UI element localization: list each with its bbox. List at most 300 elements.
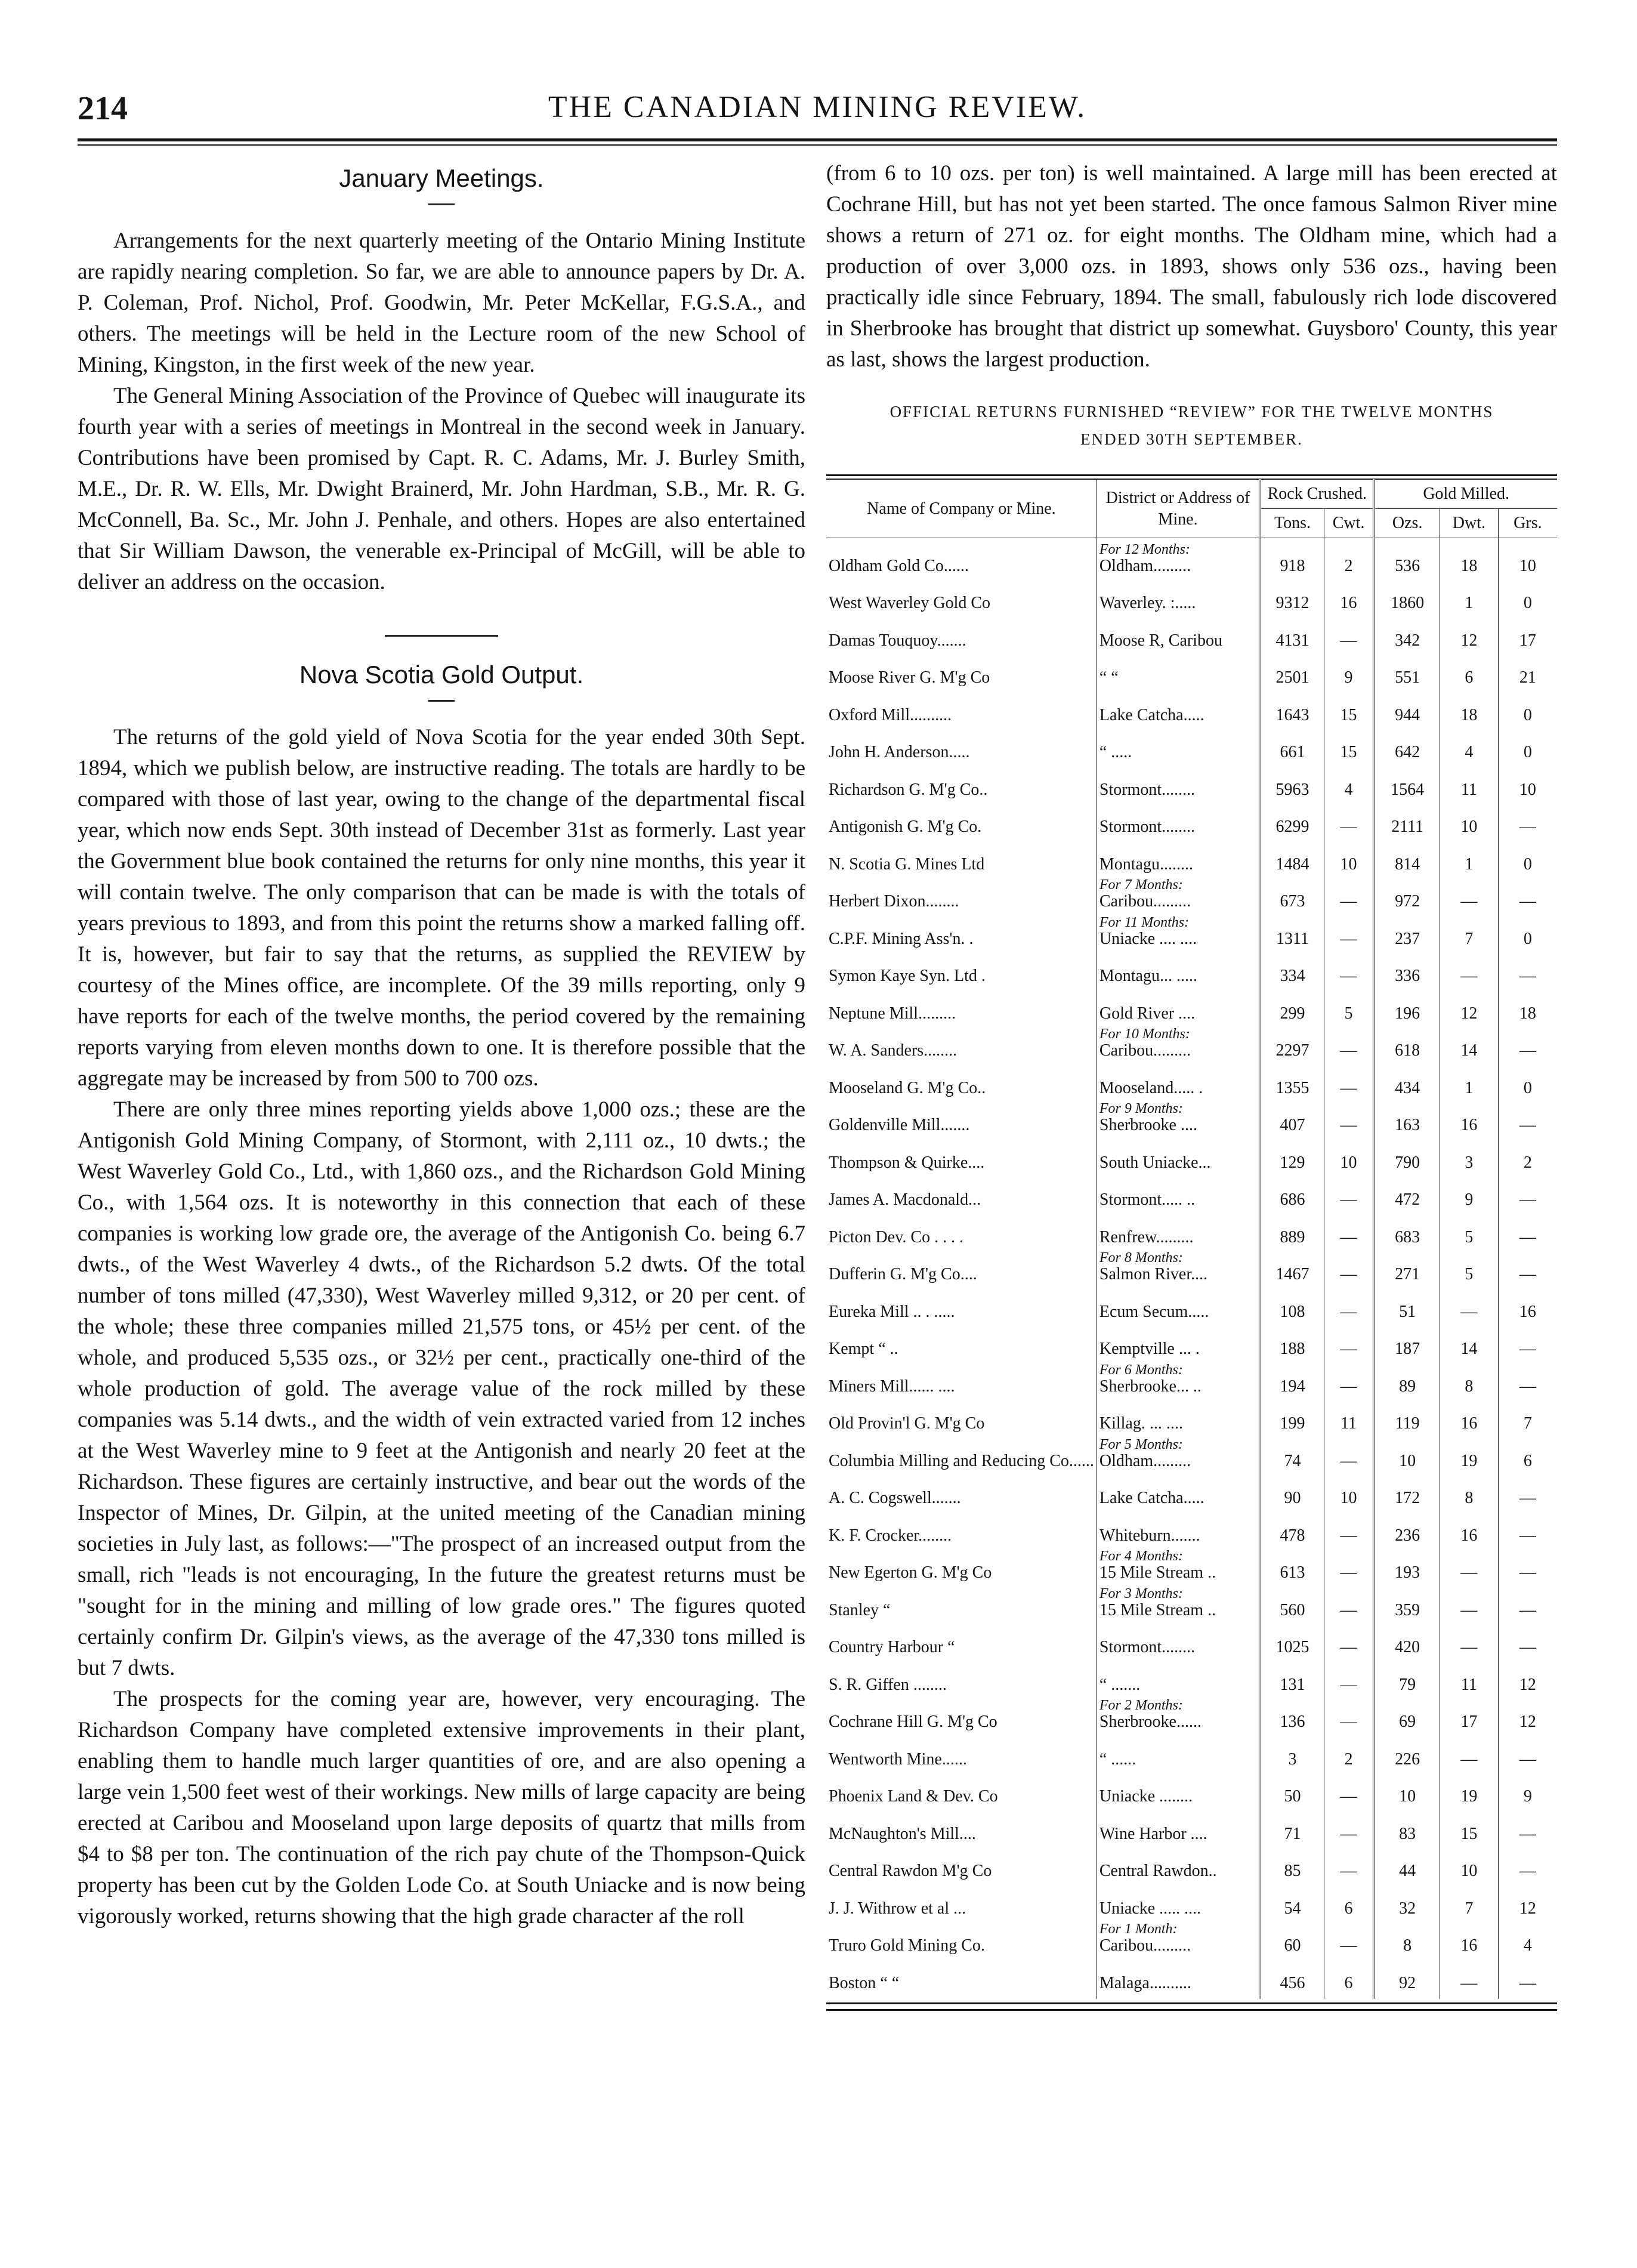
dwt-value: — xyxy=(1440,874,1498,912)
grs-value: 0 xyxy=(1523,854,1532,874)
company-name: Oxford Mill.......... xyxy=(826,687,1097,725)
dwt-value: — xyxy=(1440,949,1498,986)
header-cwt: Cwt. xyxy=(1324,509,1374,538)
ozs-value: 10 xyxy=(1374,1433,1440,1471)
dwt-value: 16 xyxy=(1440,1508,1498,1545)
cwt-value: 6 xyxy=(1324,1881,1374,1918)
cwt-value: — xyxy=(1324,1172,1374,1210)
tons-value: 2501 xyxy=(1260,650,1324,688)
cwt-value: — xyxy=(1324,1508,1374,1545)
district xyxy=(1097,1769,1260,1807)
cwt-value: — xyxy=(1324,911,1374,949)
cwt-value: — xyxy=(1324,1359,1374,1396)
grs-value: — xyxy=(1519,1973,1536,1992)
district-text: 15 Mile Stream .. xyxy=(1099,1600,1216,1619)
ozs-value: 89 xyxy=(1374,1359,1440,1396)
company-name: Mooseland G. M'g Co.. xyxy=(826,1060,1097,1098)
grs-value: — xyxy=(1519,967,1536,985)
grs-value: — xyxy=(1519,1227,1536,1246)
tons-value: 5963 xyxy=(1260,762,1324,800)
district-text: Caribou......... xyxy=(1099,892,1191,911)
table-row xyxy=(826,1359,1557,1396)
district-text: “ ...... xyxy=(1099,1749,1136,1769)
cwt-value: 10 xyxy=(1324,1135,1374,1172)
ozs-value: 51 xyxy=(1374,1284,1440,1322)
table-row xyxy=(826,1508,1557,1545)
district xyxy=(1097,1620,1260,1658)
cwt-value: 15 xyxy=(1324,687,1374,725)
ozs-value: 1564 xyxy=(1374,762,1440,800)
tons-value: 478 xyxy=(1260,1508,1324,1545)
district xyxy=(1097,1582,1260,1620)
district xyxy=(1097,1844,1260,1881)
grs-value: — xyxy=(1519,1526,1536,1545)
company-name: West Waverley Gold Co xyxy=(826,576,1097,613)
ozs-value: 472 xyxy=(1374,1172,1440,1210)
gold-returns-table xyxy=(826,479,1557,1999)
dwt-value: 7 xyxy=(1440,1881,1498,1918)
nova-paragraph-1: The returns of the gold yield of Nova Scotia for the year ended 30th Sept. 1894, which we publish below, are instructive reading. The totals are hardly to be compared with those of last year, owing to the change of the departmental fiscal year, which now ends Sept. 30th instead of December 31st as formerly. Last year the Government blue book contained the returns for only nine months, this year it will contain twelve. The only comparison that can be made is with the totals of years previous to 1893, and from this point the returns show a marked falling off. It is, however, but fair to say that the returns, as supplied the REVIEW by courtesy of the Mines office, are incomplete. Of the 39 mills reporting, only 9 have reports for each of the twelve months, the period covered by the remaining reports varying from eleven months down to one. It is therefore possible that the aggregate may be increased by from 500 to 700 ozs. xyxy=(78,725,805,1091)
district-text: Renfrew......... xyxy=(1099,1227,1194,1246)
district-text: Montagu........ xyxy=(1099,854,1193,874)
district-text: 15 Mile Stream .. xyxy=(1099,1563,1216,1582)
ozs-value: 79 xyxy=(1374,1657,1440,1695)
ozs-value: 618 xyxy=(1374,1023,1440,1061)
table-row xyxy=(826,949,1557,986)
cwt-value: 2 xyxy=(1324,538,1374,576)
tons-value: 6299 xyxy=(1260,800,1324,837)
header-rock-crushed: Rock Crushed. xyxy=(1260,480,1374,509)
district-text: Gold River .... xyxy=(1099,1004,1196,1023)
cwt-value: — xyxy=(1324,1060,1374,1098)
grs-value: 0 xyxy=(1523,594,1532,612)
cwt-value: 2 xyxy=(1324,1732,1374,1769)
grs-value: — xyxy=(1519,1489,1536,1507)
dwt-value: 8 xyxy=(1440,1471,1498,1508)
cwt-value: 9 xyxy=(1324,650,1374,688)
cwt-value: — xyxy=(1324,874,1374,912)
company-name: Old Provin'l G. M'g Co xyxy=(826,1396,1097,1434)
grs-value: 6 xyxy=(1523,1451,1532,1470)
company-name: K. F. Crocker........ xyxy=(826,1508,1097,1545)
cwt-value: — xyxy=(1324,1023,1374,1061)
ozs-value: 536 xyxy=(1374,538,1440,576)
tons-value: 85 xyxy=(1260,1844,1324,1881)
ozs-value: 1860 xyxy=(1374,576,1440,613)
tons-value: 50 xyxy=(1260,1769,1324,1807)
tons-value: 71 xyxy=(1260,1806,1324,1844)
tons-value: 1311 xyxy=(1260,911,1324,949)
company-name: Damas Touquoy....... xyxy=(826,613,1097,650)
dwt-value: 10 xyxy=(1440,800,1498,837)
cwt-value: — xyxy=(1324,1657,1374,1695)
ozs-value: 551 xyxy=(1374,650,1440,688)
tons-value: 918 xyxy=(1260,538,1324,576)
grs-value: 12 xyxy=(1519,1675,1536,1694)
table-body xyxy=(826,538,1557,1999)
nova-paragraph-2: There are only three mines reporting yields above 1,000 ozs.; these are the Antigonish Gold Mining Company, of Stormont, with 2,111 oz., 10 dwts.; the West Waverley Gold Co., Ltd., with 1,860 ozs., and the Richardson Gold Mining Co., with 1,564 ozs. It is noteworthy in this connection that each of these companies is working low grade ore, the average of the Antigonish Co. being 6.7 dwts., of the West Waverley 4 dwts., of the Richardson 5.2 dwts. Of the total number of tons milled (47,330), West Waverley milled 9,312, or 20 per cent. of the whole; these three companies milled 21,575 tons, or 45½ per cent. of the whole, and produced 5,535 ozs., or 32½ per cent., practically one-third of the whole production of gold. The average value of the rock milled by these companies was 5.14 dwts., and the width of vein extracted varied from 12 inches at the West Waverley mine to 9 feet at the Antigonish and nearly 20 feet at the Richardson. These figures are certainly instructive, and bear out the words of the Inspector of Mines, Dr. Gilpin, at the united meeting of the Canadian mining societies in July last, as follows:—"The prospect of an increased output from the small, rich "leads is not encouraging, In the future the greatest returns must be "sought for in the mining and milling of low grade ores." The figures quoted certainly confirm Dr. Gilpin's views, as the average of the 47,330 tons milled is but 7 dwts. xyxy=(78,1097,805,1680)
company-name: C.P.F. Mining Ass'n. . xyxy=(826,911,1097,949)
district-text: Caribou......... xyxy=(1099,1936,1191,1955)
cwt-value: 5 xyxy=(1324,986,1374,1023)
district xyxy=(1097,1657,1260,1695)
period-note: For 12 Months: xyxy=(1099,541,1190,557)
cwt-value: — xyxy=(1324,1284,1374,1322)
header-district: District or Address of Mine. xyxy=(1097,480,1260,538)
company-name: Picton Dev. Co . . . . xyxy=(826,1209,1097,1247)
ozs-value: 163 xyxy=(1374,1098,1440,1135)
district xyxy=(1097,1508,1260,1545)
district-text: Stormont........ xyxy=(1099,780,1196,799)
grs-value: — xyxy=(1519,1041,1536,1060)
district-text: South Uniacke... xyxy=(1099,1153,1211,1172)
company-name: Cochrane Hill G. M'g Co xyxy=(826,1695,1097,1732)
tons-value: 334 xyxy=(1260,949,1324,986)
period-note: For 7 Months: xyxy=(1099,877,1183,893)
table-row xyxy=(826,1209,1557,1247)
dwt-value: 8 xyxy=(1440,1359,1498,1396)
tons-value: 3 xyxy=(1260,1732,1324,1769)
district-text: Central Rawdon.. xyxy=(1099,1862,1217,1880)
grs-value: — xyxy=(1519,1749,1536,1769)
table-row xyxy=(826,986,1557,1023)
district xyxy=(1097,1433,1260,1471)
district xyxy=(1097,1359,1260,1396)
ozs-value: 226 xyxy=(1374,1732,1440,1769)
period-note: For 1 Month: xyxy=(1099,1921,1178,1937)
company-name: Country Harbour “ xyxy=(826,1620,1097,1658)
tons-value: 1643 xyxy=(1260,687,1324,725)
district xyxy=(1097,1284,1260,1322)
district-text: Stormont........ xyxy=(1099,817,1196,836)
company-name: Phoenix Land & Dev. Co xyxy=(826,1769,1097,1807)
grs-value: 12 xyxy=(1519,1899,1536,1918)
tons-value: 686 xyxy=(1260,1172,1324,1210)
district-text: “ “ xyxy=(1099,668,1119,687)
table-row xyxy=(826,1769,1557,1807)
dwt-value: 3 xyxy=(1440,1135,1498,1172)
tons-value: 9312 xyxy=(1260,576,1324,613)
table-row xyxy=(826,874,1557,912)
ozs-value: 32 xyxy=(1374,1881,1440,1918)
district-text: “ ....... xyxy=(1099,1675,1141,1694)
table-row xyxy=(826,1695,1557,1732)
grs-value: — xyxy=(1519,1600,1536,1619)
company-name: Neptune Mill......... xyxy=(826,986,1097,1023)
district-text: Sherbrooke...... xyxy=(1099,1712,1202,1731)
company-name: Kempt “ .. xyxy=(826,1322,1097,1359)
grs-value: — xyxy=(1519,1824,1536,1843)
section-separator xyxy=(385,635,498,637)
company-name: S. R. Giffen ........ xyxy=(826,1657,1097,1695)
tons-value: 456 xyxy=(1260,1955,1324,1999)
tons-value: 673 xyxy=(1260,874,1324,912)
ozs-value: 83 xyxy=(1374,1806,1440,1844)
company-name: McNaughton's Mill.... xyxy=(826,1806,1097,1844)
cwt-value: — xyxy=(1324,1322,1374,1359)
company-name: New Egerton G. M'g Co xyxy=(826,1545,1097,1583)
table-caption-line-2: ENDED 30TH SEPTEMBER. xyxy=(1080,430,1303,448)
district-text: Uniacke ........ xyxy=(1099,1787,1193,1806)
grs-value: — xyxy=(1519,892,1536,911)
cwt-value: — xyxy=(1324,1918,1374,1956)
nova-scotia-title: Nova Scotia Gold Output. xyxy=(299,661,584,689)
cwt-value: 11 xyxy=(1324,1396,1374,1434)
grs-value: 4 xyxy=(1523,1936,1532,1955)
company-name: Miners Mill...... .... xyxy=(826,1359,1097,1396)
grs-value: 21 xyxy=(1519,668,1536,687)
dwt-value: 18 xyxy=(1440,687,1498,725)
grs-value: 18 xyxy=(1519,1004,1536,1023)
tons-value: 129 xyxy=(1260,1135,1324,1172)
cwt-value: — xyxy=(1324,613,1374,650)
district-text: Caribou......... xyxy=(1099,1041,1191,1060)
district xyxy=(1097,1695,1260,1732)
tons-value: 199 xyxy=(1260,1396,1324,1434)
tons-value: 299 xyxy=(1260,986,1324,1023)
page-header xyxy=(78,90,1557,131)
district xyxy=(1097,1247,1260,1285)
grs-value: 0 xyxy=(1523,1078,1532,1097)
table-row xyxy=(826,1023,1557,1061)
header-name: Name of Company or Mine. xyxy=(826,480,1097,538)
district xyxy=(1097,1098,1260,1135)
table-row xyxy=(826,1620,1557,1658)
tons-value: 136 xyxy=(1260,1695,1324,1732)
company-name: Dufferin G. M'g Co.... xyxy=(826,1247,1097,1285)
dwt-value: 5 xyxy=(1440,1209,1498,1247)
cwt-value: — xyxy=(1324,1769,1374,1807)
dwt-value: 15 xyxy=(1440,1806,1498,1844)
cwt-value: — xyxy=(1324,1247,1374,1285)
grs-value: 2 xyxy=(1523,1153,1532,1172)
header-ozs: Ozs. xyxy=(1374,509,1440,538)
district xyxy=(1097,986,1260,1023)
company-name: Truro Gold Mining Co. xyxy=(826,1918,1097,1956)
january-paragraph-2: The General Mining Association of the Province of Quebec will inaugurate its fourth year with a series of meetings in Montreal in the second week in January. Contributions have been promised by Capt. R. C. Adams, Mr. J. Burley Smith, M.E., Dr. R. W. Ells, Mr. Dwight Brainerd, Mr. John Hardman, S.B., Mr. R. G. McConnell, Ba. Sc., Mr. John J. Penhale, and others. Hopes are also entertained that Sir William Dawson, the venerable ex-Principal of McGill, will be able to deliver an address on the occasion. xyxy=(78,384,805,594)
company-name: Goldenville Mill....... xyxy=(826,1098,1097,1135)
district-text: Oldham......... xyxy=(1099,1451,1191,1470)
table-row xyxy=(826,1881,1557,1918)
district-text: Ecum Secum..... xyxy=(1099,1302,1209,1321)
tons-value: 661 xyxy=(1260,725,1324,763)
district-text: Salmon River.... xyxy=(1099,1265,1208,1283)
district xyxy=(1097,1955,1260,1999)
table-top-rule xyxy=(826,474,1557,479)
cwt-value: — xyxy=(1324,1695,1374,1732)
district-text: Uniacke .... .... xyxy=(1099,929,1197,948)
district xyxy=(1097,762,1260,800)
grs-value: — xyxy=(1519,1377,1536,1396)
grs-value: 10 xyxy=(1519,556,1536,575)
district xyxy=(1097,1023,1260,1061)
dwt-value: 9 xyxy=(1440,1172,1498,1210)
district xyxy=(1097,949,1260,986)
district-text: Moose R, Caribou xyxy=(1099,631,1222,650)
district-text: Waverley. :..... xyxy=(1099,594,1196,612)
district xyxy=(1097,800,1260,837)
tons-value: 1355 xyxy=(1260,1060,1324,1098)
table-caption-line-1: OFFICIAL RETURNS FURNISHED “REVIEW” FOR THE TWELVE MONTHS xyxy=(889,403,1494,421)
period-note: For 5 Months: xyxy=(1099,1436,1183,1452)
district xyxy=(1097,1545,1260,1583)
page-number: 214 xyxy=(78,90,128,127)
ozs-value: 236 xyxy=(1374,1508,1440,1545)
cwt-value: — xyxy=(1324,1620,1374,1658)
company-name: A. C. Cogswell....... xyxy=(826,1471,1097,1508)
district xyxy=(1097,1135,1260,1172)
ozs-value: 196 xyxy=(1374,986,1440,1023)
header-tons: Tons. xyxy=(1260,509,1324,538)
table-row xyxy=(826,800,1557,837)
tons-value: 131 xyxy=(1260,1657,1324,1695)
district-text: Sherbrooke... .. xyxy=(1099,1377,1202,1396)
tons-value: 108 xyxy=(1260,1284,1324,1322)
nova-paragraph-3: The prospects for the coming year are, however, very encouraging. The Richardson Company have completed extensive improvements in their plant, enabling them to handle much larger quantities of ore, and are also opening a large vein 1,500 feet west of their workings. New mills of large capacity are being erected at Caribou and Mooseland upon large deposits of quartz that mills from $4 to $8 per ton. The continuation of the rich pay chute of the Thompson-Quick property has been cut by the Golden Lode Co. at South Uniacke and is now being vigorously worked, returns showing that the high grade character af the roll xyxy=(78,1687,805,1928)
district xyxy=(1097,576,1260,613)
table-row xyxy=(826,1732,1557,1769)
dwt-value: 1 xyxy=(1440,1060,1498,1098)
district-text: Wine Harbor .... xyxy=(1099,1824,1207,1843)
ozs-value: 10 xyxy=(1374,1769,1440,1807)
ozs-value: 359 xyxy=(1374,1582,1440,1620)
grs-value: 0 xyxy=(1523,705,1532,724)
district xyxy=(1097,1172,1260,1210)
table-row xyxy=(826,650,1557,688)
dwt-value: 10 xyxy=(1440,1844,1498,1881)
ozs-value: 420 xyxy=(1374,1620,1440,1658)
company-name: Moose River G. M'g Co xyxy=(826,650,1097,688)
table-caption xyxy=(826,398,1557,453)
district-text: Stormont..... .. xyxy=(1099,1190,1196,1209)
district xyxy=(1097,1322,1260,1359)
title-dash-2 xyxy=(428,700,455,702)
district xyxy=(1097,911,1260,949)
company-name: J. J. Withrow et al ... xyxy=(826,1881,1097,1918)
dwt-value: — xyxy=(1440,1545,1498,1583)
dwt-value: 11 xyxy=(1440,1657,1498,1695)
district xyxy=(1097,837,1260,874)
district xyxy=(1097,1881,1260,1918)
district-text: Killag. ... .... xyxy=(1099,1414,1183,1433)
dwt-value: 1 xyxy=(1440,576,1498,613)
ozs-value: 271 xyxy=(1374,1247,1440,1285)
grs-value: 0 xyxy=(1523,743,1532,761)
cwt-value: — xyxy=(1324,1582,1374,1620)
company-name: Stanley “ xyxy=(826,1582,1097,1620)
header-grs: Grs. xyxy=(1498,509,1557,538)
dwt-value: — xyxy=(1440,1955,1498,1999)
dwt-value: 14 xyxy=(1440,1322,1498,1359)
ozs-value: 683 xyxy=(1374,1209,1440,1247)
company-name: W. A. Sanders........ xyxy=(826,1023,1097,1061)
cwt-value: 10 xyxy=(1324,1471,1374,1508)
company-name: Wentworth Mine...... xyxy=(826,1732,1097,1769)
cwt-value: — xyxy=(1324,1844,1374,1881)
header-dwt: Dwt. xyxy=(1440,509,1498,538)
table-row xyxy=(826,1545,1557,1583)
company-name: Boston “ “ xyxy=(826,1955,1097,1999)
table-row xyxy=(826,1172,1557,1210)
table-row xyxy=(826,837,1557,874)
grs-value: — xyxy=(1519,1340,1536,1358)
cwt-value: — xyxy=(1324,1433,1374,1471)
tons-value: 194 xyxy=(1260,1359,1324,1396)
cwt-value: 15 xyxy=(1324,725,1374,763)
tons-value: 1025 xyxy=(1260,1620,1324,1658)
ozs-value: 336 xyxy=(1374,949,1440,986)
company-name: Symon Kaye Syn. Ltd . xyxy=(826,949,1097,986)
district-text: Mooseland..... . xyxy=(1099,1078,1203,1097)
dwt-value: — xyxy=(1440,1732,1498,1769)
company-name: Antigonish G. M'g Co. xyxy=(826,800,1097,837)
ozs-value: 944 xyxy=(1374,687,1440,725)
dwt-value: 4 xyxy=(1440,725,1498,763)
table-row xyxy=(826,538,1557,576)
title-dash xyxy=(428,203,455,205)
tons-value: 1484 xyxy=(1260,837,1324,874)
district xyxy=(1097,1396,1260,1434)
grs-value: 7 xyxy=(1523,1414,1532,1433)
period-note: For 4 Months: xyxy=(1099,1548,1183,1564)
right-column xyxy=(826,158,1557,2011)
ozs-value: 434 xyxy=(1374,1060,1440,1098)
dwt-value: 1 xyxy=(1440,837,1498,874)
dwt-value: 16 xyxy=(1440,1396,1498,1434)
grs-value: — xyxy=(1519,817,1536,836)
table-row xyxy=(826,1806,1557,1844)
table-row xyxy=(826,576,1557,613)
district-text: Lake Catcha..... xyxy=(1099,1489,1204,1507)
district-text: Uniacke ..... .... xyxy=(1099,1899,1202,1918)
dwt-value: 6 xyxy=(1440,650,1498,688)
dwt-value: — xyxy=(1440,1284,1498,1322)
table-row xyxy=(826,687,1557,725)
ozs-value: 92 xyxy=(1374,1955,1440,1999)
dwt-value: 14 xyxy=(1440,1023,1498,1061)
dwt-value: 11 xyxy=(1440,762,1498,800)
grs-value: 16 xyxy=(1519,1302,1536,1321)
tons-value: 1467 xyxy=(1260,1247,1324,1285)
dwt-value: 16 xyxy=(1440,1918,1498,1956)
table-row xyxy=(826,725,1557,763)
tons-value: 613 xyxy=(1260,1545,1324,1583)
ozs-value: 342 xyxy=(1374,613,1440,650)
district-text: Montagu... ..... xyxy=(1099,967,1197,985)
period-note: For 2 Months: xyxy=(1099,1698,1183,1713)
district-text: Oldham......... xyxy=(1099,556,1191,575)
district-text: Malaga.......... xyxy=(1099,1973,1191,1992)
table-row xyxy=(826,1284,1557,1322)
district-text: Whiteburn....... xyxy=(1099,1526,1200,1545)
ozs-value: 69 xyxy=(1374,1695,1440,1732)
tons-value: 188 xyxy=(1260,1322,1324,1359)
period-note: For 10 Months: xyxy=(1099,1026,1190,1042)
nova-paragraph-4: (from 6 to 10 ozs. per ton) is well maintained. A large mill has been erected at Cochrane Hill, but has not yet been started. The once famous Salmon River mine shows a return of 271 oz. for eight months. The Oldham mine, which had a production of over 3,000 ozs. in 1893, shows only 536 ozs., having been practically idle since February, 1894. The small, fabulously rich lode discovered in Sherbrooke has brought that district up somewhat. Guysboro' County, this year as last, shows the largest production. xyxy=(826,161,1557,372)
dwt-value: 16 xyxy=(1440,1098,1498,1135)
company-name: James A. Macdonald... xyxy=(826,1172,1097,1210)
header-gold-milled: Gold Milled. xyxy=(1374,480,1557,509)
ozs-value: 193 xyxy=(1374,1545,1440,1583)
company-name: Eureka Mill .. . ..... xyxy=(826,1284,1097,1322)
district xyxy=(1097,1732,1260,1769)
district xyxy=(1097,1471,1260,1508)
grs-value: 17 xyxy=(1519,631,1536,650)
district-text: Sherbrooke .... xyxy=(1099,1116,1197,1134)
dwt-value: 7 xyxy=(1440,911,1498,949)
tons-value: 74 xyxy=(1260,1433,1324,1471)
table-row xyxy=(826,1433,1557,1471)
